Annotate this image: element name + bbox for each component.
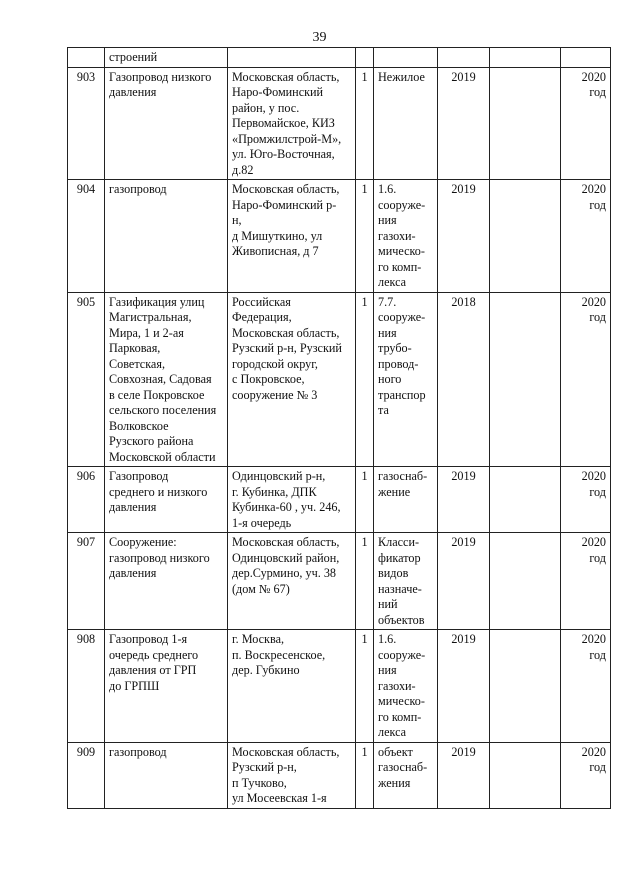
object-type: газоснаб- жение: [374, 467, 438, 533]
deadline: 2020 год: [561, 180, 611, 293]
year-built: [438, 48, 490, 68]
deadline: 2020 год: [561, 742, 611, 808]
row-number: 903: [68, 67, 105, 180]
object-type: объект газоснаб- жения: [374, 742, 438, 808]
table-row: [68, 180, 611, 293]
table-row: [68, 292, 611, 467]
table-row: [68, 533, 611, 630]
object-name: Сооружение: газопровод низкого давления: [105, 533, 228, 630]
object-name: Газопровод низкого давления: [105, 67, 228, 180]
object-name: Газификация улиц Магистральная, Мира, 1 и 2-ая Парковая, Советская, Совхозная, Садовая в селе Покровское сельского поселения Волковское Рузского района Московской области: [105, 292, 228, 467]
blank-cell: [490, 742, 561, 808]
registry-table: [67, 47, 611, 809]
row-number: 904: [68, 180, 105, 293]
object-address: г. Москва, п. Воскресенское, дер. Губкино: [228, 630, 356, 743]
object-address: Московская область, Одинцовский район, дер.Сурмино, уч. 38 (дом № 67): [228, 533, 356, 630]
year-built: 2019: [438, 67, 490, 180]
year-built: 2019: [438, 467, 490, 533]
blank-cell: [490, 467, 561, 533]
object-type: Класси- фикатор видов назначе- ний объектов: [374, 533, 438, 630]
quantity: 1: [356, 180, 374, 293]
quantity: 1: [356, 292, 374, 467]
row-number: 909: [68, 742, 105, 808]
deadline: 2020 год: [561, 292, 611, 467]
year-built: 2019: [438, 630, 490, 743]
object-name: газопровод: [105, 180, 228, 293]
row-number: 906: [68, 467, 105, 533]
blank-cell: [490, 48, 561, 68]
year-built: 2019: [438, 180, 490, 293]
object-address: Российская Федерация, Московская область, Рузский р-н, Рузский городской округ, с Покровское, сооружение № 3: [228, 292, 356, 467]
table-row: [68, 630, 611, 743]
quantity: 1: [356, 630, 374, 743]
table-row: [68, 48, 611, 68]
row-number: 908: [68, 630, 105, 743]
blank-cell: [490, 292, 561, 467]
quantity: 1: [356, 533, 374, 630]
quantity: [356, 48, 374, 68]
object-address: Московская область, Наро-Фоминский р- н, д Мишуткино, ул Живописная, д 7: [228, 180, 356, 293]
quantity: 1: [356, 467, 374, 533]
object-name: строений: [105, 48, 228, 68]
row-number: 905: [68, 292, 105, 467]
page-number: 39: [312, 30, 327, 45]
row-number: 907: [68, 533, 105, 630]
object-type: 1.6. сооруже- ния газохи- мическо- го комп- лекса: [374, 180, 438, 293]
year-built: 2019: [438, 742, 490, 808]
blank-cell: [490, 180, 561, 293]
object-address: Московская область, Рузский р-н, п Тучково, ул Мосеевская 1-я: [228, 742, 356, 808]
blank-cell: [490, 67, 561, 180]
table-row: [68, 467, 611, 533]
year-built: 2018: [438, 292, 490, 467]
deadline: 2020 год: [561, 533, 611, 630]
deadline: 2020 год: [561, 67, 611, 180]
object-name: газопровод: [105, 742, 228, 808]
object-type: 1.6. сооруже- ния газохи- мическо- го комп- лекса: [374, 630, 438, 743]
blank-cell: [490, 533, 561, 630]
object-type: Нежилое: [374, 67, 438, 180]
table-row: [68, 742, 611, 808]
deadline: 2020 год: [561, 630, 611, 743]
deadline: 2020 год: [561, 467, 611, 533]
object-address: Одинцовский р-н, г. Кубинка, ДПК Кубинка-60 , уч. 246, 1-я очередь: [228, 467, 356, 533]
blank-cell: [490, 630, 561, 743]
quantity: 1: [356, 67, 374, 180]
quantity: 1: [356, 742, 374, 808]
year-built: 2019: [438, 533, 490, 630]
row-number: [68, 48, 105, 68]
object-address: Московская область, Наро-Фоминский район, у пос. Первомайское, КИЗ «Промжилстрой-М», ул. Юго-Восточная, д.82: [228, 67, 356, 180]
object-type: 7.7. сооруже- ния трубо- провод- ного транспор та: [374, 292, 438, 467]
object-address: [228, 48, 356, 68]
object-name: Газопровод 1-я очередь среднего давления от ГРП до ГРПШ: [105, 630, 228, 743]
object-type: [374, 48, 438, 68]
object-name: Газопровод среднего и низкого давления: [105, 467, 228, 533]
table-row: [68, 67, 611, 180]
deadline: [561, 48, 611, 68]
